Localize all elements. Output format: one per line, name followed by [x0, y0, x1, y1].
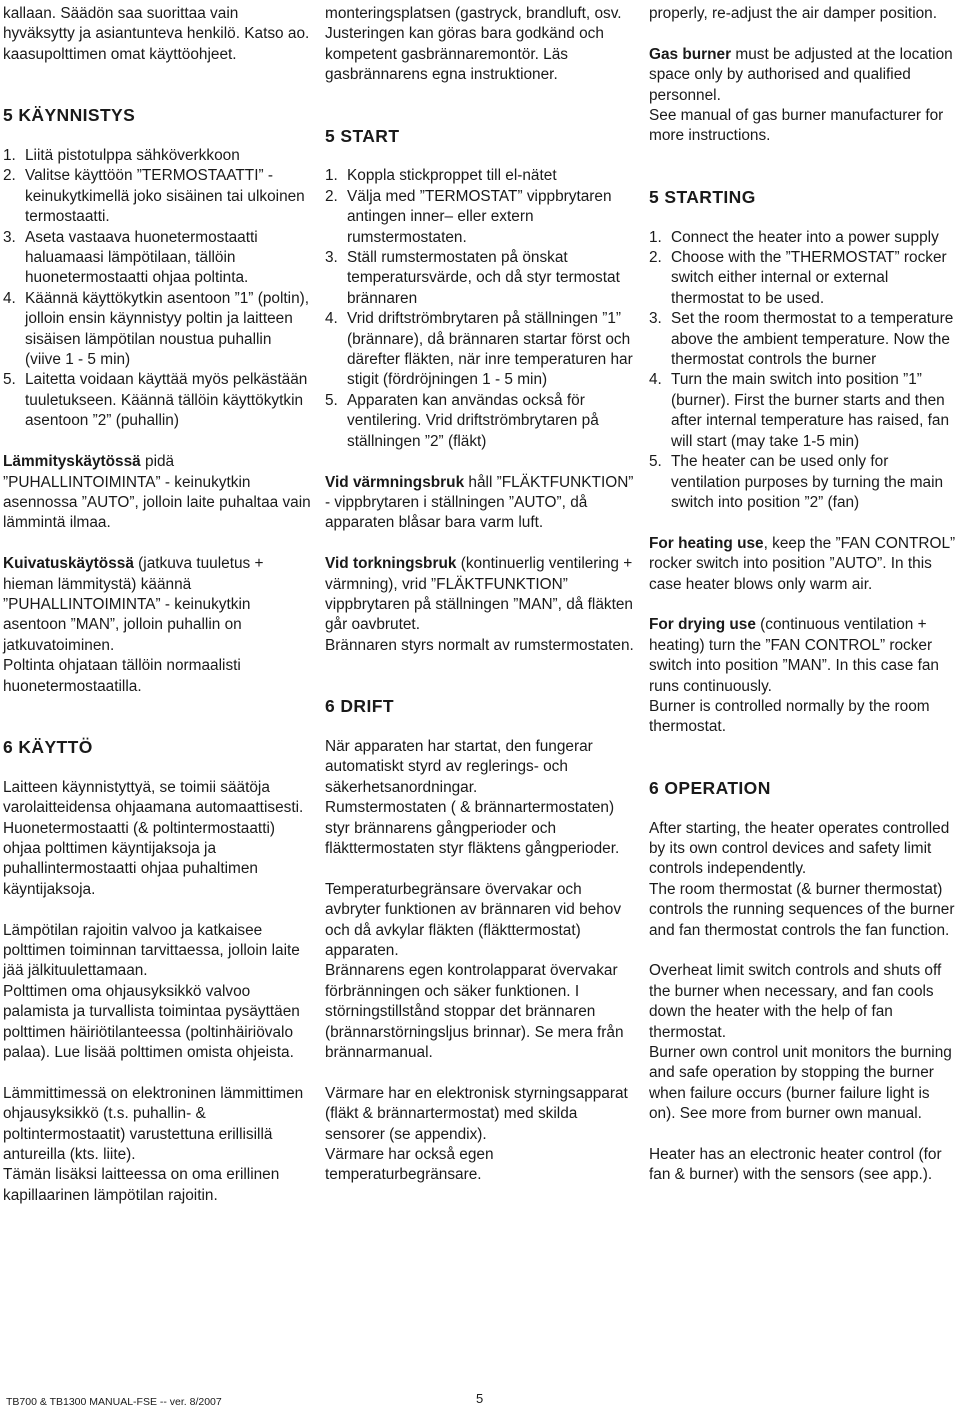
list-item — [3, 146, 311, 166]
en-start-steps — [649, 228, 957, 514]
list-item — [3, 289, 311, 371]
en-op-paragraph-4: Burner own control unit monitors the burning and safe operation by stopping the burner when failure occurs (burner failure light is on). See more from burner own manual. — [649, 1044, 952, 1123]
en-start-heading: 5 STARTING — [649, 186, 756, 207]
step-text: Käännä käyttökytkin asentoon ”1” (poltin), jolloin ensin käynnistyy poltin ja laitteen sisäisen lämpötilan noustua puhallin (viive 1 - 5 min) — [25, 289, 310, 369]
sv-start-steps — [325, 166, 637, 452]
fi-drying-paragraph — [3, 554, 311, 656]
en-drying-note: Burner is controlled normally by the room thermostat. — [649, 697, 930, 736]
step-text: Set the room thermostat to a temperature above the ambient temperature. Now the thermostat controls the burner — [671, 310, 954, 369]
sv-start-heading: 5 START — [325, 125, 400, 146]
en-op-paragraph-3: Overheat limit switch controls and shuts off the burner when necessary, and fan cools down the heater with the help of fan thermostat. — [649, 962, 942, 1041]
list-item — [649, 248, 957, 309]
step-number: 4. — [649, 371, 662, 389]
step-text: Koppla stickproppet till el-nätet — [347, 167, 557, 185]
en-gas-text: must be adjusted at the location space only by authorised and qualified personnel. — [649, 45, 953, 104]
list-item — [325, 391, 637, 452]
sv-heating-paragraph — [325, 473, 637, 534]
sv-drying-paragraph — [325, 554, 637, 636]
sv-drying-text: (kontinuerlig ventilering + värmning), vrid ”FLÄKTFUNKTION” vippbrytaren på ställningen ”MAN”, då fläkten går oavbrutet. — [325, 555, 633, 634]
step-number: 4. — [3, 289, 16, 307]
footer-page-number: 5 — [476, 1391, 484, 1406]
en-operation-heading: 6 OPERATION — [649, 777, 771, 798]
step-number: 3. — [3, 228, 16, 246]
en-gas-note: See manual of gas burner manufacturer for more instructions. — [649, 107, 944, 145]
step-text: Laitetta voidaan käyttää myös pelkästään tuuletukseen. Käännä tällöin käyttökytkin asentoon ”2” (puhallin) — [25, 371, 308, 430]
sv-op-paragraph-1: När apparaten har startat, den fungerar automatiskt styrd av reglerings- och säkerhetsanordningar. — [325, 737, 593, 796]
fi-op-paragraph-6: Tämän lisäksi laitteessa on oma erillinen kapillaarinen lämpötilan rajoitin. — [3, 1166, 280, 1204]
list-item — [325, 187, 637, 248]
step-number: 3. — [649, 310, 662, 328]
list-item — [3, 166, 311, 227]
fi-drying-label: Kuivatuskäytössä — [3, 555, 134, 573]
step-text: Connect the heater into a power supply — [671, 228, 939, 246]
en-heating-text: , keep the ”FAN CONTROL” rocker switch into position ”AUTO”. In this case heater blows only warm air. — [649, 534, 956, 593]
step-number: 3. — [325, 249, 338, 267]
list-item — [325, 166, 637, 186]
step-number: 5. — [325, 391, 338, 409]
en-drying-paragraph — [649, 615, 957, 697]
fi-op-paragraph-5: Lämmittimessä on elektroninen lämmittimen ohjausyksikkö (t.s. puhallin- & poltintermostaatit) varustettuna erillisillä antureilla (kts. liite). — [3, 1084, 304, 1164]
en-heating-paragraph — [649, 534, 957, 595]
fi-intro: kallaan. Säädön saa suorittaa vain hyväksytty ja asiantunteva henkilö. Katso ao. kaasupolttimen omat käyttöohjeet. — [3, 5, 310, 63]
sv-operation-heading: 6 DRIFT — [325, 696, 394, 717]
sv-heating-label: Vid värmningsbruk — [325, 473, 465, 491]
en-gas-paragraph — [649, 45, 957, 106]
footer-document-id: TB700 & TB1300 MANUAL-FSE -- ver. 8/2007 — [6, 1396, 222, 1408]
fi-heating-text: pidä ”PUHALLINTOIMINTA” - keinukytkin asennossa ”AUTO”, jolloin laite puhaltaa vain lämmintä ilmaa. — [3, 453, 311, 532]
list-item — [325, 248, 637, 309]
fi-op-paragraph-1: Laitteen käynnistyttyä, se toimii säätöja varolaitteidensa ohjaamana automaattisesti. — [3, 778, 304, 817]
list-item — [649, 309, 957, 370]
sv-op-paragraph-3: Temperaturbegränsare övervakar och avbryter funktionen av brännaren vid behov och då avkylar fläkten (fläkttermostat) apparaten. — [325, 880, 622, 959]
step-text: Aseta vastaava huonetermostaatti haluamaasi lämpötilaan, tällöin huonetermostaatti ohjaa poltinta. — [25, 228, 258, 287]
fi-op-paragraph-4: Polttimen oma ohjausyksikkö valvoo palamista ja turvallista toimintaa pysäyttäen polttimen häiriötilanteessa (poltinhäiriövalo palaa). Lue lisää polttimen omista ohjeista. — [3, 982, 300, 1062]
fi-heating-label: Lämmityskäytössä — [3, 453, 141, 471]
sv-drying-label: Vid torkningsbruk — [325, 555, 457, 573]
list-item — [649, 228, 957, 248]
step-number: 2. — [3, 167, 16, 185]
step-text: Choose with the ”THERMOSTAT” rocker switch either internal or external thermostat to be used. — [671, 249, 947, 307]
en-drying-text: (continuous ventilation + heating) turn the ”FAN CONTROL” rocker switch into position ”MAN”. In this case fan runs continuously. — [649, 616, 939, 695]
step-number: 4. — [325, 310, 338, 328]
step-text: The heater can be used only for ventilation purposes by turning the main switch into position ”2” (fan) — [671, 453, 944, 511]
step-number: 2. — [325, 187, 338, 205]
fi-op-paragraph-3: Lämpötilan rajoitin valvoo ja katkaisee polttimen toiminnan tarvittaessa, jolloin laite jää jälkituulettamaan. — [3, 921, 300, 980]
en-op-paragraph-5: Heater has an electronic heater control (for fan & burner) with the sensors (see app.). — [649, 1146, 942, 1184]
step-number: 1. — [325, 167, 338, 185]
list-item — [3, 370, 311, 431]
list-item — [325, 309, 637, 391]
fi-drying-note: Poltinta ohjataan tällöin normaalisti huonetermostaatilla. — [3, 657, 241, 695]
en-drying-label: For drying use — [649, 616, 756, 634]
swedish-column — [325, 4, 637, 1186]
step-text: Valitse käyttöön ”TERMOSTAATTI” -keinukytkimellä joko sisäinen tai ulkoinen termostaatti. — [25, 167, 305, 226]
step-text: Vrid driftströmbrytaren på ställningen ”1” (brännare), då brännaren startar först och därefter fläkten, när inre temperaturen har stigit (fördröjningen 1 - 5 min) — [347, 310, 633, 389]
en-op-paragraph-2: The room thermostat (& burner thermostat) controls the running sequences of the burner and fan thermostat controls the fan function. — [649, 880, 955, 939]
step-number: 5. — [649, 453, 662, 471]
en-gas-label: Gas burner — [649, 45, 732, 63]
sv-op-paragraph-6: Värmare har också egen temperaturbegränsare. — [325, 1146, 494, 1184]
step-number: 2. — [649, 249, 662, 267]
sv-op-paragraph-4: Brännarens egen kontrolapparat övervakar förbränningen och säker funktionen. I störningstillstånd stoppar det brännaren (brännarstörningsljus brinnar). Se mera från brännarmanual. — [325, 962, 624, 1062]
step-text: Ställ rumstermostaten på önskat temperatursvärde, och då styr termostat brännaren — [347, 249, 620, 307]
sv-op-paragraph-2: Rumstermostaten ( & brännartermostaten) styr brännarens gångperioder och fläkttermostaten styr fläktens gångperioder. — [325, 799, 620, 857]
step-number: 1. — [649, 228, 662, 246]
step-number: 5. — [3, 371, 16, 389]
en-op-paragraph-1: After starting, the heater operates controlled by its own control devices and safety limit controls independently. — [649, 819, 950, 878]
list-item — [3, 228, 311, 289]
sv-op-paragraph-5: Värmare har en elektronisk styrningsapparat (fläkt & brännartermostat) med skilda sensorer (se appendix). — [325, 1084, 628, 1143]
fi-operation-heading: 6 KÄYTTÖ — [3, 736, 93, 757]
en-intro: properly, re-adjust the air damper position. — [649, 5, 938, 22]
english-column — [649, 4, 957, 1186]
sv-heating-text: håll ”FLÄKTFUNKTION” - vippbrytaren i ställningen ”AUTO”, då apparaten blåsar bara varm luft. — [325, 473, 634, 532]
en-heating-label: For heating use — [649, 534, 764, 552]
step-text: Liitä pistotulppa sähköverkkoon — [25, 147, 240, 165]
step-text: Turn the main switch into position ”1” (burner). First the burner starts and then after internal temperature has raised, fan will start (may take 1-5 min) — [671, 371, 950, 450]
list-item — [649, 370, 957, 452]
step-text: Välja med ”TERMOSTAT” vippbrytaren antingen inner– eller extern rumstermostaten. — [347, 187, 612, 246]
finnish-column — [3, 4, 311, 1206]
fi-drying-text: (jatkuva tuuletus + hieman lämmitystä) käännä ”PUHALLINTOIMINTA” - keinukytkin asentoon ”MAN”, jolloin puhallin on jatkuvatoiminen. — [3, 555, 264, 654]
fi-start-heading: 5 KÄYNNISTYS — [3, 105, 136, 126]
sv-intro: monteringsplatsen (gastryck, brandluft, osv. Justeringen kan göras bara godkänd och kompetent gasbrännaremontör. Läs gasbrännarens egna instruktioner. — [325, 5, 622, 84]
step-number: 1. — [3, 147, 16, 165]
list-item — [649, 452, 957, 513]
fi-op-paragraph-2: Huonetermostaatti (& poltintermostaatti) ohjaa polttimen käyntijaksoja ja puhallintermostaatti ohjaa puhaltimen käyntijaksoja. — [3, 819, 276, 898]
sv-drying-note: Brännaren styrs normalt av rumstermostaten. — [325, 636, 634, 654]
fi-start-steps — [3, 146, 311, 432]
fi-heating-paragraph — [3, 452, 311, 534]
step-text: Apparaten kan användas också för ventilering. Vrid driftströmbrytaren på ställningen ”2” (fläkt) — [347, 391, 599, 450]
